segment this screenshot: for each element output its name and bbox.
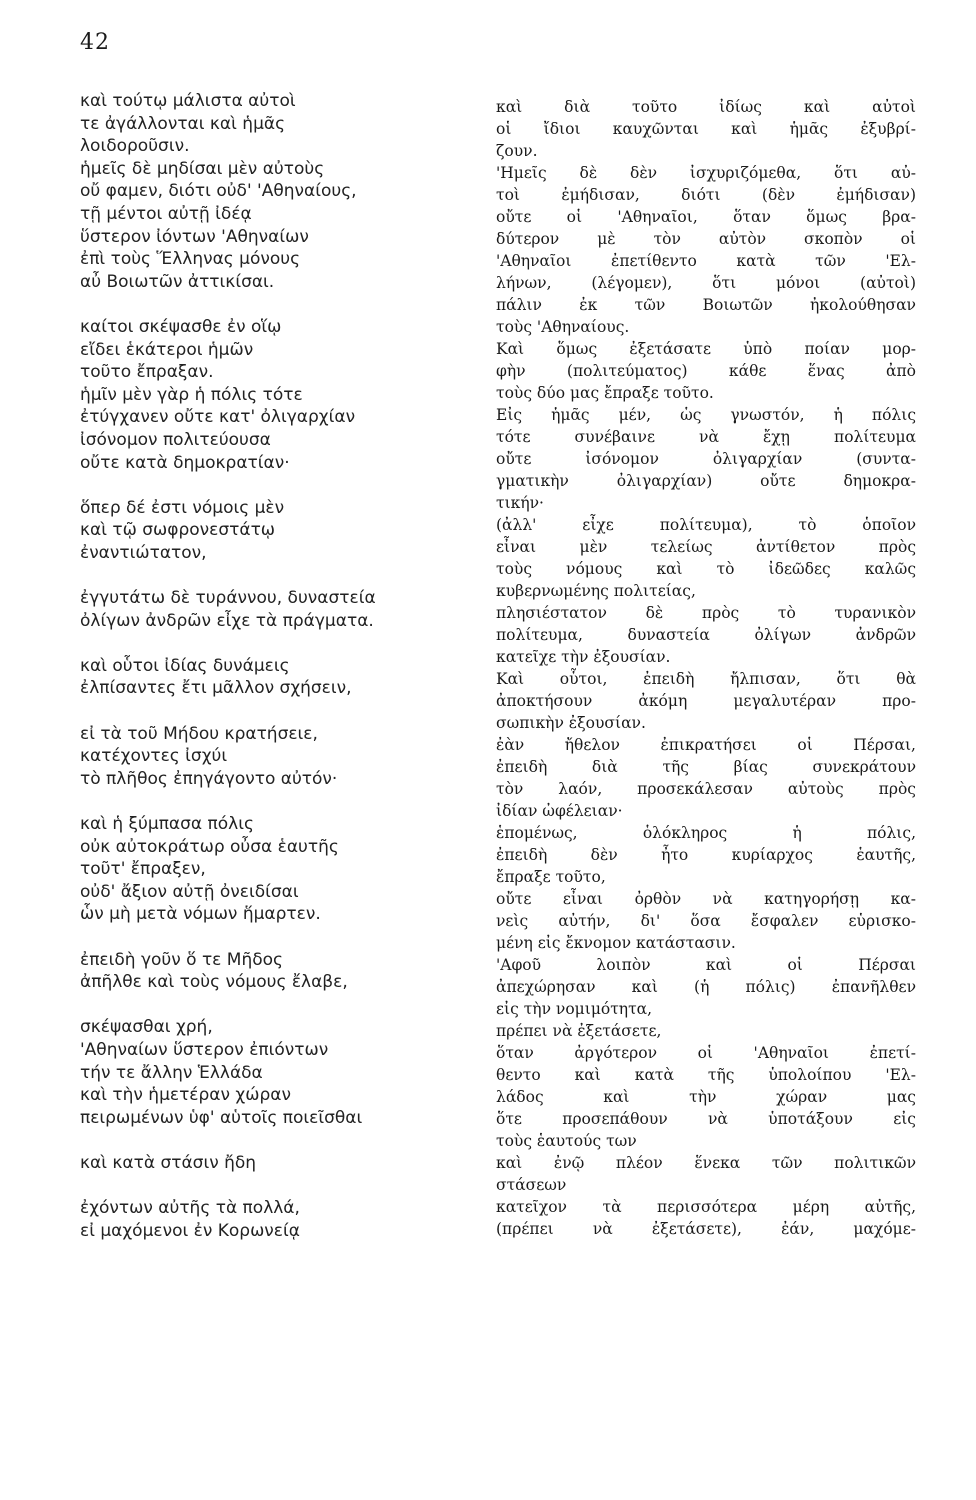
right-line: δύτερον μὲ τὸν αὐτὸν σκοπὸν οἱ [496,230,916,248]
right-line: τοὶ ἐμήδισαν, διότι (δὲν ἐμήδισαν) [496,186,916,204]
right-line: 'Αφοῦ λοιπὸν καὶ οἱ Πέρσαι [496,956,916,974]
right-line: ὅταν ἀργότερον οἱ 'Αθηναῖοι ἐπετί- [496,1044,916,1062]
left-line [80,293,475,316]
right-line: πρέπει νὰ ἐξετάσετε, [496,1022,662,1040]
left-line: ἐλπίσαντες ἔτι μᾶλλον σχήσειν, [80,678,352,699]
right-line: καὶ ἐνῷ πλέον ἕνεκα τῶν πολιτικῶν [496,1154,916,1172]
right-line: κυβερνωμένης πολιτείας, [496,582,696,600]
right-line: καὶ διὰ τοῦτο ἰδίως καὶ αὐτοὶ [496,98,916,116]
right-line: λήνων, (λέγομεν), ὅτι μόνοι (αὐτοὶ) [496,274,916,292]
right-line: (ἀλλ' εἶχε πολίτευμα), τὸ ὁποῖον [496,516,916,534]
right-line: κατεῖχε τὴν ἐξουσίαν. [496,648,671,666]
right-line: νεὶς αὐτήν, δι' ὅσα ἔσφαλεν εὑρισκο- [496,912,916,930]
left-line: τῇ μέντοι αὐτῇ ἰδέᾳ [80,203,252,224]
left-line [80,790,475,813]
right-line: ὅτε προσεπάθουν νὰ ὑποτάξουν εἰς [496,1110,916,1128]
right-line: εἶναι μὲν τελείως ἀντίθετον πρὸς [496,538,916,556]
left-line: καὶ τούτῳ μάλιστα αὐτοὶ [80,91,296,111]
right-line: Καὶ ὅμως ἐξετάσατε ὑπὸ ποίαν μορ- [496,340,916,358]
right-line: τότε συνέβαινε νὰ ἔχῃ πολίτευμα [496,428,916,446]
left-line: οὐδ' ἄξιον αὐτῇ ὀνειδίσαι [80,881,299,902]
right-line: κατεῖχον τὰ περισσότερα μέρη αὐτῆς, [496,1198,916,1216]
left-line: ἐγγυτάτω δὲ τυράννου, δυναστεία [80,588,376,609]
right-line: ἑπομένως, ὁλόκληρος ἡ πόλις, [496,824,916,842]
left-line: 'Αθηναίων ὕστερον ἐπιόντων [80,1039,329,1060]
left-line: ἐπειδὴ γοῦν ὅ τε Μῆδος [80,949,283,970]
left-line: εἰ μαχόμενοι ἐν Κορωνείᾳ [80,1220,300,1241]
left-line: ὀλίγων ἀνδρῶν εἶχε τὰ πράγματα. [80,610,374,631]
page-number: 42 [80,30,110,55]
right-line: τικήν· [496,494,544,512]
left-line: ἐτύγχανεν οὔτε κατ' ὀλιγαρχίαν [80,407,356,428]
left-line: καὶ τὴν ἡμετέραν χώραν [80,1085,291,1106]
right-line: ἔπραξε τοῦτο, [496,868,606,886]
right-line: τὸν λαόν, προσεκάλεσαν αὐτοὺς πρὸς [496,780,916,798]
left-line: οὐκ αὐτοκράτωρ οὖσα ἑαυτῆς [80,836,339,857]
left-line: ὧν μὴ μετὰ νόμων ἥμαρτεν. [80,904,321,925]
left-line: εἴδει ἑκάτεροι ἡμῶν [80,339,254,360]
right-line: 'Ημεῖς δὲ δὲν ἰσχυριζόμεθα, ὅτι αὐ- [496,164,916,182]
left-line: τοῦτο ἔπραξαν. [80,362,214,383]
right-line: ἐπειδὴ διὰ τῆς βίας συνεκράτουν [496,758,916,776]
right-line: οὔτε οἱ 'Αθηναῖοι, ὅταν ὅμως βρα- [496,208,916,226]
right-line: φὴν (πολιτεύματος) κάθε ἕνας ἀπὸ [496,362,916,380]
right-line: (πρέπει νὰ ἐξετάσετε), ἐάν, μαχόμε- [496,1220,916,1238]
left-line: καίτοι σκέψασθε ἐν οἵῳ [80,316,282,337]
left-line: τήν τε ἄλλην Ἑλλάδα [80,1062,263,1083]
right-line: εἰς τὴν νομιμότητα, [496,1000,653,1018]
left-line: ὕστερον ἰόντων 'Αθηναίων [80,226,309,247]
right-line: 'Αθηναῖοι ἐπετίθεντο κατὰ τῶν 'Ελ- [496,252,916,270]
left-line: ἡμῖν μὲν γὰρ ἡ πόλις τότε [80,384,303,405]
right-line: τοὺς ἑαυτούς των [496,1132,637,1150]
left-line: εἰ τὰ τοῦ Μήδου κρατήσειε, [80,723,318,744]
right-line: ἀποκτήσουν ἀκόμη μεγαλυτέραν προ- [496,692,916,710]
left-line [80,700,475,723]
right-line: ζουν. [496,142,538,160]
left-line: καὶ οὗτοι ἰδίας δυνάμεις [80,655,290,676]
right-line: ἐὰν ἤθελον ἐπικρατήσει οἱ Πέρσαι, [496,736,916,754]
left-line [80,1129,475,1152]
right-line: πλησιέστατον δὲ πρὸς τὸ τυρανικὸν [496,604,916,622]
left-line: οὔτε κατὰ δημοκρατίαν· [80,452,290,473]
left-line [80,564,475,587]
left-line: ἡμεῖς δὲ μηδίσαι μὲν αὐτοὺς [80,158,325,179]
left-line: ἰσόνομον πολιτεύουσα [80,429,271,450]
left-line: τε ἀγάλλονται καὶ ἡμᾶς [80,113,286,134]
left-line: κατέχοντες ἰσχύι [80,746,228,767]
left-line: αὖ Βοιωτῶν ἀττικίσαι. [80,271,275,292]
right-line: ἰδίαν ὠφέλειαν· [496,802,623,820]
right-line: πάλιν ἐκ τῶν Βοιωτῶν ἠκολούθησαν [496,296,916,314]
right-line: Καὶ οὗτοι, ἐπειδὴ ἤλπισαν, ὅτι θὰ [496,670,916,688]
left-line: οὔ φαμεν, διότι οὐδ' 'Αθηναίους, [80,181,357,202]
right-line: ἀπεχώρησαν καὶ (ἡ πόλις) ἐπανῆλθεν [496,978,916,996]
left-line: ἐναντιώτατον, [80,542,207,563]
left-line: ἐπὶ τοὺς Ἕλληνας μόνους [80,249,301,270]
right-line: μένη εἰς ἔκνομον κατάστασιν. [496,934,736,952]
modern-greek-translation-column [496,96,916,1240]
left-line: καὶ κατὰ στάσιν ἤδη [80,1152,257,1173]
right-line: στάσεων [496,1176,567,1194]
left-line: καὶ ἡ ξύμπασα πόλις [80,814,254,834]
left-line: τὸ πλῆθος ἐπηγάγοντο αὐτόν· [80,768,338,789]
left-line: λοιδοροῦσιν. [80,136,190,157]
left-line: πειρωμένων ὑφ' αὑτοῖς ποιεῖσθαι [80,1107,363,1128]
ancient-greek-column [80,90,475,1242]
left-line [80,994,475,1017]
right-line: πολίτευμα, δυναστεία ὀλίγων ἀνδρῶν [496,626,916,644]
left-line: καὶ τῷ σωφρονεστάτῳ [80,520,276,541]
right-line: ἐπειδὴ δὲν ἦτο κυρίαρχος ἑαυτῆς, [496,846,916,864]
right-line: θεντο καὶ κατὰ τῆς ὑπολοίπου 'Ελ- [496,1066,916,1084]
right-line: γματικὴν ὀλιγαρχίαν) οὔτε δημοκρα- [496,472,916,490]
left-line: ὅπερ δέ ἐστι νόμοις μὲν [80,497,285,518]
right-line: οὔτε ἰσόνομον ὀλιγαρχίαν (συντα- [496,450,916,468]
left-line [80,474,475,497]
right-line: οἱ ἴδιοι καυχῶνται καὶ ἡμᾶς ἐξυβρί- [496,120,916,138]
left-line: σκέψασθαι χρή, [80,1017,213,1038]
left-line: τοῦτ' ἔπραξεν, [80,859,206,880]
left-line [80,632,475,655]
right-line: λάδος καὶ τὴν χώραν μας [496,1088,916,1106]
left-line: ἀπῆλθε καὶ τοὺς νόμους ἔλαβε, [80,972,348,993]
right-line: τοὺς 'Αθηναίους. [496,318,630,336]
right-line: τοὺς δύο μας ἔπραξε τοῦτο. [496,384,714,402]
right-line: οὔτε εἶναι ὀρθὸν νὰ κατηγορήσῃ κα- [496,890,916,908]
left-line: ἐχόντων αὐτῆς τὰ πολλά, [80,1198,300,1219]
left-line [80,1175,475,1198]
right-line: σωπικὴν ἐξουσίαν. [496,714,646,732]
left-line [80,926,475,949]
right-line: τοὺς νόμους καὶ τὸ ἰδεῶδες καλῶς [496,560,916,578]
right-line: Εἰς ἡμᾶς μέν, ὡς γνωστόν, ἡ πόλις [496,406,916,424]
